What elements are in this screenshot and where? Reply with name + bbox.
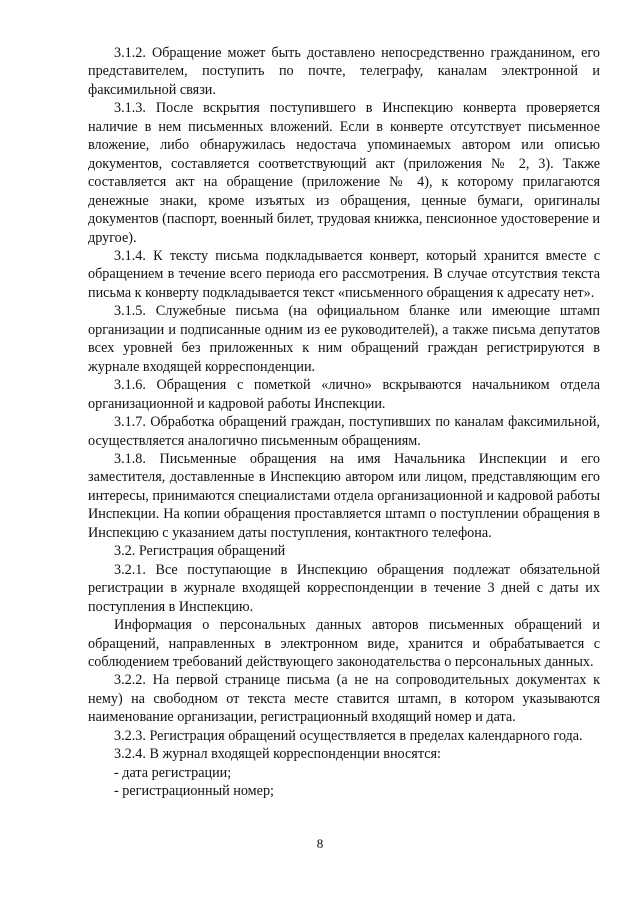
paragraph-3-1-6: 3.1.6. Обращения с пометкой «лично» вскрываются начальником отдела организационной и кадровой работы Инспекции. [88,377,600,412]
paragraph-3-1-4: 3.1.4. К тексту письма подкладывается конверт, который хранится вместе с обращением в течение всего периода его рассмотрения. В случае отсутствия текста письма к конверту подкладывается текст «письменного обращения к адресату нет». [88,247,600,301]
paragraph-3-2-1: 3.2.1. Все поступающие в Инспекцию обращения подлежат обязательной регистрации в журнале входящей корреспонденции в течение 3 дней с даты их поступления в Инспекцию. [88,561,600,615]
paragraph-3-1-8: 3.1.8. Письменные обращения на имя Начальника Инспекции и его заместителя, доставленные в Инспекцию автором или лицом, представляющим его интересы, принимаются специалистами отдела организационной и кадровой работы Инспекции. На копии обращения проставляется штамп о поступлении обращения в Инспекцию с указанием даты поступления, контактного телефона. [88,450,600,541]
paragraph-3-2-4: 3.2.4. В журнал входящей корреспонденции вносятся: [114,746,441,763]
list-item: - регистрационный номер; [114,783,274,800]
paragraph-3-1-7: 3.1.7. Обработка обращений граждан, поступивших по каналам факсимильной, осуществляется аналогично письменным обращениям. [88,414,600,449]
paragraph-3-1-3: 3.1.3. После вскрытия поступившего в Инспекцию конверта проверяется наличие в нем письменных вложений. Если в конверте отсутствует письменное вложение, либо обнаружилась недостача упоминаемых автором или описью документов, составляется соответствующий акт (приложения № 2, 3). Также составляется акт на обращение (приложение № 4), к которому прилагаются денежные знаки, кроме изъятых из обращения, ценные бумаги, оригиналы документов (паспорт, военный билет, трудовая книжка, пенсионное удостоверение и другое). [88,100,600,246]
list-item: - дата регистрации; [114,764,232,781]
paragraph-3-2-3: 3.2.3. Регистрация обращений осуществляется в пределах календарного года. [114,727,583,744]
page-number: 8 [316,836,324,851]
section-heading-3-2: 3.2. Регистрация обращений [114,543,286,560]
document-body [88,44,600,801]
paragraph-3-1-5: 3.1.5. Служебные письма (на официальном бланке или имеющие штамп организации и подписанные одним из ее руководителей), а также письма депутатов всех уровней без приложенных к ним обращений граждан регистрируются в журнале входящей корреспонденции. [88,303,600,375]
paragraph-3-2-2: 3.2.2. На первой странице письма (а не на сопроводительных документах к нему) на свободном от текста месте ставится штамп, в котором указываются наименование организации, регистрационный входящий номер и дата. [88,672,600,726]
paragraph-3-1-2: 3.1.2. Обращение может быть доставлено непосредственно гражданином, его представителем, поступить по почте, телеграфу, каналам электронной и факсимильной связи. [88,45,600,98]
paragraph-personal-data: Информация о персональных данных авторов письменных обращений и обращений, направленных в электронном виде, хранится и обрабатывается с соблюдением требований действующего законодательства о персональных данных. [88,617,600,670]
